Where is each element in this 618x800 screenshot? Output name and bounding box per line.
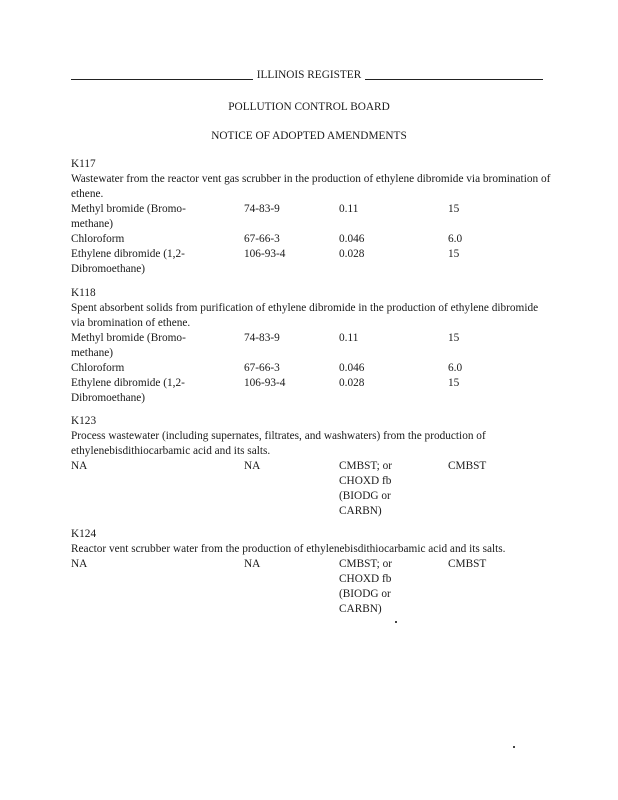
cas-number: NA [244, 460, 261, 472]
constituent-name: NA [71, 460, 88, 472]
nonwastewater-standard: 6.0 [448, 233, 463, 245]
nonwastewater-standard: CMBST [448, 460, 487, 472]
constituent-name: Methyl bromide (Bromo-methane) [71, 332, 186, 359]
cas-number: NA [244, 558, 261, 570]
nonwastewater-standard: 15 [448, 377, 460, 389]
wastewater-standard: 0.046 [339, 362, 365, 374]
table-row [71, 331, 551, 361]
constituent-name: Chloroform [71, 233, 125, 245]
wastewater-standard: 0.11 [339, 203, 359, 215]
table-row [71, 202, 551, 232]
scan-speck [513, 746, 515, 748]
wastewater-standard: CMBST; or CHOXD fb (BIODG or CARBN) [339, 460, 393, 517]
nonwastewater-standard: 15 [448, 248, 460, 260]
notice-title: NOTICE OF ADOPTED AMENDMENTS [211, 130, 407, 142]
constituent-name: Chloroform [71, 362, 125, 374]
table-row [71, 376, 551, 406]
wastewater-standard: 0.028 [339, 377, 365, 389]
cas-number: 106-93-4 [244, 248, 286, 260]
waste-code: K123 [71, 415, 97, 427]
cas-number: 106-93-4 [244, 377, 286, 389]
wastewater-standard: 0.11 [339, 332, 359, 344]
waste-description: Wastewater from the reactor vent gas scrubber in the production of ethylene dibromide via bromination of ethene. [71, 173, 551, 200]
waste-description: Process wastewater (including supernates, filtrates, and washwaters) from the production of ethylenebisdithiocarbamic acid and its salts. [71, 430, 486, 457]
scan-speck [395, 621, 397, 623]
waste-section-k123 [71, 414, 551, 519]
table-row [71, 232, 551, 247]
register-title: ILLINOIS REGISTER [0, 68, 618, 83]
constituent-name: Methyl bromide (Bromo-methane) [71, 203, 186, 230]
wastewater-standard: 0.046 [339, 233, 365, 245]
waste-description: Spent absorbent solids from purification of ethylene dibromide in the production of ethylene dibromide via bromination of ethene. [71, 302, 539, 329]
board-title: POLLUTION CONTROL BOARD [228, 101, 390, 113]
cas-number: 74-83-9 [244, 332, 280, 344]
table-row [71, 361, 551, 376]
constituent-name: Ethylene dibromide (1,2-Dibromoethane) [71, 377, 185, 404]
waste-section-k118 [71, 286, 551, 406]
table-row [71, 557, 551, 617]
waste-code: K117 [71, 158, 96, 170]
nonwastewater-standard: 15 [448, 203, 460, 215]
waste-section-k124 [71, 527, 551, 617]
cas-number: 67-66-3 [244, 233, 280, 245]
cas-number: 74-83-9 [244, 203, 280, 215]
constituent-name: Ethylene dibromide (1,2-Dibromoethane) [71, 248, 185, 275]
constituent-name: NA [71, 558, 88, 570]
nonwastewater-standard: 15 [448, 332, 460, 344]
table-row [71, 247, 551, 277]
waste-code: K118 [71, 287, 96, 299]
waste-section-k117 [71, 157, 551, 277]
waste-description: Reactor vent scrubber water from the production of ethylenebisdithiocarbamic acid and its salts. [71, 543, 506, 555]
cas-number: 67-66-3 [244, 362, 280, 374]
waste-code: K124 [71, 528, 97, 540]
nonwastewater-standard: CMBST [448, 558, 487, 570]
wastewater-standard: CMBST; or CHOXD fb (BIODG or CARBN) [339, 558, 393, 615]
nonwastewater-standard: 6.0 [448, 362, 463, 374]
wastewater-standard: 0.028 [339, 248, 365, 260]
table-row [71, 459, 551, 519]
